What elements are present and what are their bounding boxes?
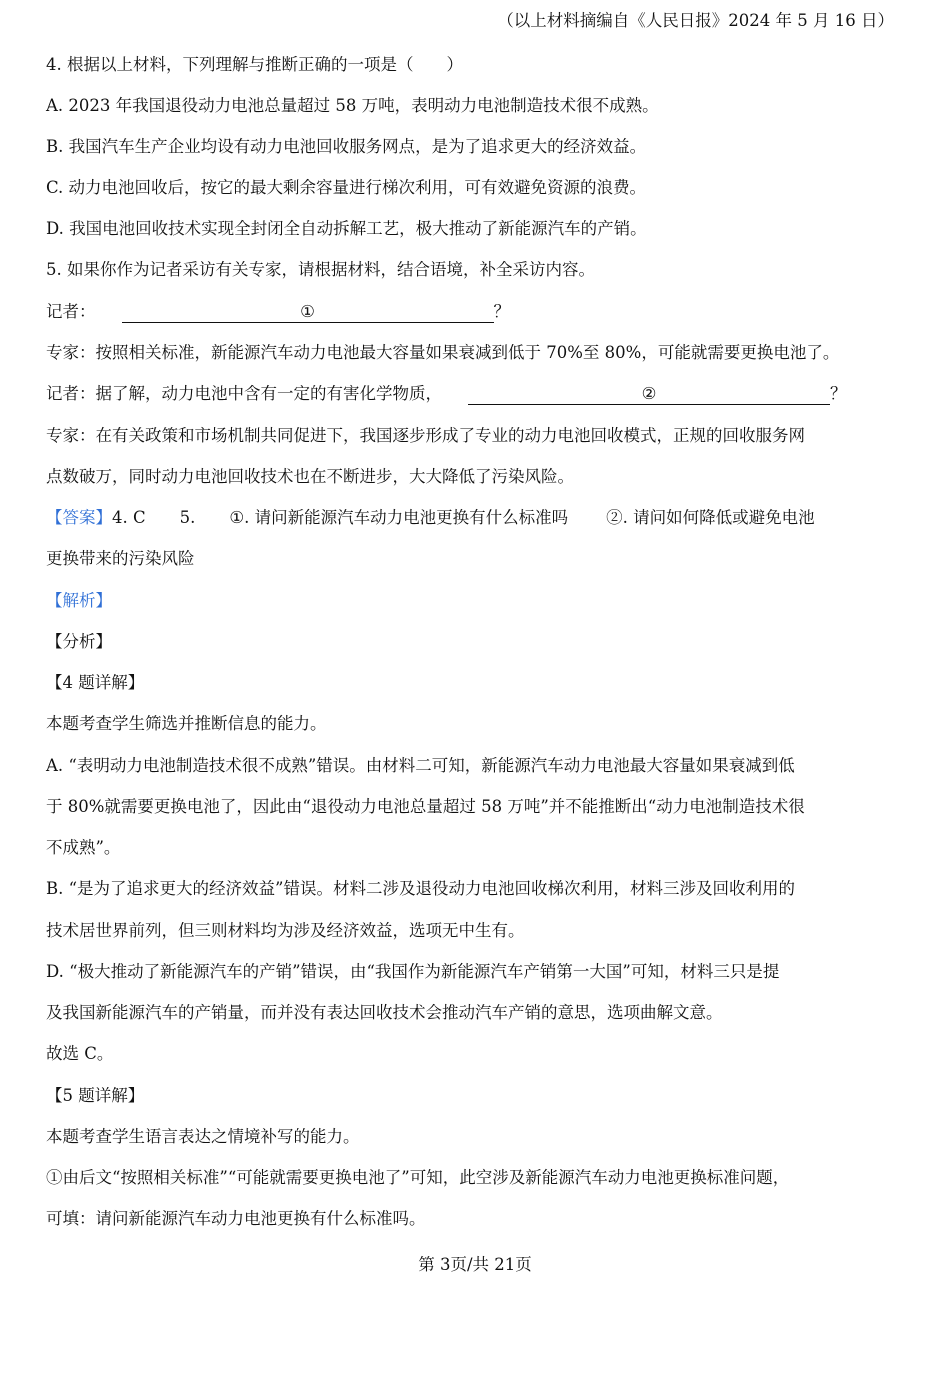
answer-q4: 4. C [112,508,146,527]
reporter-line-1 [46,301,510,323]
analysis-label: 【解析】 [46,591,112,610]
detail-4-b-line-2: 技术居世界前列，但三则材料均为涉及经济效益，选项无中生有。 [46,921,525,940]
detail-4-a-line-2: 于 80%就需要更换电池了，因此由“退役动力电池总量超过 58 万吨”并不能推断出“动力电池制造技术很 [46,797,805,816]
detail-5-intro: 本题考查学生语言表达之情境补写的能力。 [46,1127,360,1146]
answer-continuation: 更换带来的污染风险 [46,549,195,568]
answer-q5-blank-2: ②. 请问如何降低或避免电池 [606,508,815,527]
question-4-option-b: B. 我国汽车生产企业均设有动力电池回收服务网点，是为了追求更大的经济效益。 [46,137,647,156]
detail-4-d-line-2: 及我国新能源汽车的产销量，而并没有表达回收技术会推动汽车产销的意思，选项曲解文意。 [46,1003,723,1022]
expert-answer-2-line-2: 点数破万，同时动力电池回收技术也在不断进步，大大降低了污染风险。 [46,467,574,486]
detail-4-heading: 【4 题详解】 [46,673,145,692]
detail-5-heading: 【5 题详解】 [46,1086,145,1105]
detail-4-d-line-1: D. “极大推动了新能源汽车的产销”错误，由“我国作为新能源汽车产销第一大国”可知，材料三只是提 [46,962,780,981]
detail-4-a-line-1: A. “表明动力电池制造技术很不成熟”错误。由材料二可知，新能源汽车动力电池最大容量如果衰减到低 [46,756,795,775]
question-4-option-c: C. 动力电池回收后，按它的最大剩余容量进行梯次利用，可有效避免资源的浪费。 [46,178,647,197]
blank-2: ② [468,384,830,405]
question-4-option-a: A. 2023 年我国退役动力电池总量超过 58 万吨，表明动力电池制造技术很不成熟。 [46,96,659,115]
page-footer: 第 3页/共 21页 [418,1255,532,1274]
answer-line [46,507,815,529]
detail-4-a-line-3: 不成熟”。 [46,838,121,857]
source-note: （以上材料摘编自《人民日报》2024 年 5 月 16 日） [497,11,894,30]
answer-q5-blank-1: ①. 请问新能源汽车动力电池更换有什么标准吗 [229,508,569,527]
expert-answer-1: 专家：按照相关标准，新能源汽车动力电池最大容量如果衰减到低于 70%至 80%，可能就需要更换电池了。 [46,343,840,362]
question-5-stem: 5. 如果你作为记者采访有关专家，请根据材料，结合语境，补全采访内容。 [46,260,595,279]
question-4-stem: 4. 根据以上材料，下列理解与推断正确的一项是（ ） [46,55,463,74]
detail-5-line-1: ①由后文“按照相关标准”“可能就需要更换电池了”可知，此空涉及新能源汽车动力电池更换标准问题， [46,1168,790,1187]
expert-answer-2-line-1: 专家：在有关政策和市场机制共同促进下，我国逐步形成了专业的动力电池回收模式，正规的回收服务网 [46,426,805,445]
answer-q5-number: 5. [179,508,196,527]
reporter-line-2 [46,383,847,405]
blank-1: ① [122,302,494,323]
blank-1-question-mark: ？ [493,302,510,321]
reporter-label: 记者： [46,302,96,321]
detail-5-line-2: 可填：请问新能源汽车动力电池更换有什么标准吗。 [46,1209,426,1228]
reporter-question-text: 记者：据了解，动力电池中含有一定的有害化学物质， [46,384,442,403]
question-4-option-d: D. 我国电池回收技术实现全封闭全自动拆解工艺，极大推动了新能源汽车的产销。 [46,219,647,238]
answer-label: 【答案】 [46,508,112,527]
detail-4-intro: 本题考查学生筛选并推断信息的能力。 [46,714,327,733]
detail-4-conclusion: 故选 C。 [46,1044,114,1063]
blank-2-question-mark: ？ [830,384,847,403]
fenxi-label: 【分析】 [46,632,112,651]
detail-4-b-line-1: B. “是为了追求更大的经济效益”错误。材料二涉及退役动力电池回收梯次利用，材料三涉及回收利用的 [46,879,795,898]
